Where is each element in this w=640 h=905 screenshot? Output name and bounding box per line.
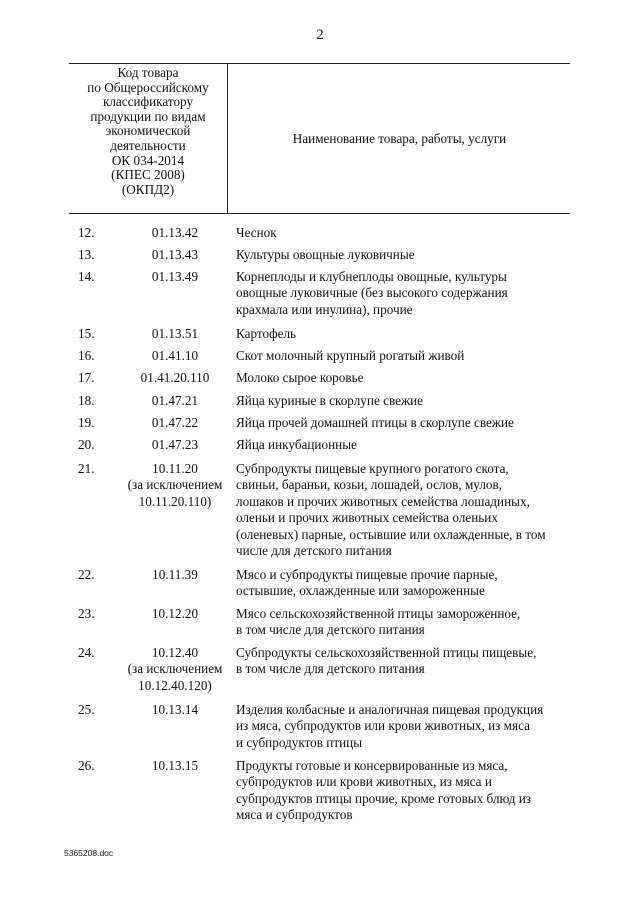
row-name — [236, 758, 576, 824]
row-name-line: Субпродукты пищевые крупного рогатого скота, — [236, 461, 509, 476]
row-code — [109, 461, 241, 510]
row-code-line: 10.11.20.110) — [138, 493, 212, 509]
row-number: 14. — [78, 269, 95, 284]
row-code — [109, 326, 241, 342]
header-code-column — [69, 64, 228, 213]
row-code — [109, 247, 241, 263]
row-number: 24. — [78, 645, 95, 660]
header-code-line: ОК 034-2014 — [111, 152, 185, 168]
row-name-line: и субпродуктов птицы — [236, 734, 363, 750]
row-name-line: крахмала или инулина), прочие — [236, 301, 413, 317]
header-code-line: деятельности — [110, 137, 186, 153]
row-name-line: из мяса, субпродуктов или крови животных, из мяса — [236, 718, 530, 734]
row-name — [236, 247, 576, 263]
header-code-line: классификатору — [102, 94, 194, 110]
row-name — [236, 415, 576, 431]
row-name-line: лошаков и прочих животных семейства лошадиных, — [236, 493, 530, 509]
row-name-line: остывшие, охлажденные или замороженные — [236, 583, 485, 599]
row-code — [109, 437, 241, 453]
row-name-line: Изделия колбасные и аналогичная пищевая продукция — [236, 702, 544, 717]
row-name-line: Скот молочный крупный рогатый живой — [236, 348, 465, 363]
row-name — [236, 393, 576, 409]
row-number: 18. — [78, 393, 95, 408]
row-code — [109, 606, 241, 622]
row-number: 13. — [78, 247, 95, 262]
table-header — [69, 63, 570, 214]
row-number: 16. — [78, 348, 95, 363]
header-name-column — [229, 64, 570, 213]
row-code-line: 10.11.20 — [152, 461, 198, 476]
row-name — [236, 437, 576, 453]
row-name-line: свиньи, бараньи, козьи, лошадей, ослов, мулов, — [236, 477, 503, 493]
row-number: 20. — [78, 437, 95, 452]
row-code-line: 10.12.40.120) — [138, 677, 212, 693]
row-code-line: 01.47.23 — [151, 437, 199, 452]
row-code-line: (за исключением — [127, 477, 223, 493]
row-name-line: (оленевых) парные, остывшие или охлажденные, в том — [236, 526, 546, 542]
header-code-line: продукции по видам — [90, 108, 206, 124]
row-name-line: Картофель — [236, 326, 297, 341]
row-name-line: Продукты готовые и консервированные из мяса, — [236, 758, 508, 773]
row-name-line: в том числе для детского питания — [236, 661, 425, 677]
row-name — [236, 269, 576, 318]
row-code — [109, 370, 241, 386]
row-name-line: Культуры овощные луковичные — [236, 247, 415, 262]
row-code-line: (за исключением — [127, 661, 223, 677]
header-code-line: по Общероссийскому — [87, 79, 209, 95]
row-code-line: 01.41.20.110 — [140, 370, 210, 385]
row-code — [109, 348, 241, 364]
row-code-line: 01.13.49 — [151, 269, 199, 284]
header-code-line: (КПЕС 2008) — [111, 167, 185, 183]
row-name-line: овощные луковичные (без высокого содержания — [236, 285, 508, 301]
header-code-line: (ОКПД2) — [121, 181, 175, 197]
row-number: 12. — [78, 225, 95, 240]
header-name-label: Наименование товара, работы, услуги — [292, 130, 507, 146]
row-number: 19. — [78, 415, 95, 430]
row-name-line: Чеснок — [236, 225, 277, 240]
row-code-line: 10.12.40 — [151, 645, 199, 660]
row-name-line: субпродуктов птицы прочие, кроме готовых блюд из — [236, 790, 531, 806]
row-code-line: 10.12.20 — [151, 606, 199, 621]
row-name — [236, 461, 576, 559]
row-number: 25. — [78, 702, 95, 717]
row-name-line: Яйца инкубационные — [236, 437, 357, 452]
row-code-line: 01.13.43 — [151, 247, 199, 262]
row-code-line: 10.13.14 — [151, 702, 199, 717]
document-filename: 5365208.doc — [64, 848, 114, 858]
row-code-line: 10.13.15 — [151, 758, 199, 773]
row-number: 21. — [78, 461, 95, 476]
row-name — [236, 567, 576, 600]
row-name-line: Яйца прочей домашней птицы в скорлупе свежие — [236, 415, 514, 430]
row-name-line: субпродуктов или крови животных, из мяса и — [236, 774, 492, 790]
row-name-line: Мясо сельскохозяйственной птицы замороженное, — [236, 606, 521, 621]
row-name — [236, 225, 576, 241]
row-name-line: мяса и субпродуктов — [236, 807, 353, 823]
row-code-line: 01.47.22 — [151, 415, 199, 430]
row-name-line: Корнеплоды и клубнеплоды овощные, культуры — [236, 269, 507, 284]
row-code — [109, 758, 241, 774]
row-code-line: 01.13.42 — [151, 225, 199, 240]
row-name — [236, 702, 576, 751]
row-number: 15. — [78, 326, 95, 341]
row-code-line: 10.11.39 — [152, 567, 198, 582]
row-name-line: в том числе для детского питания — [236, 622, 425, 638]
row-name — [236, 370, 576, 386]
row-code-line: 01.41.10 — [151, 348, 199, 363]
header-code-line: экономической — [105, 123, 191, 139]
row-number: 23. — [78, 606, 95, 621]
row-code — [109, 269, 241, 285]
row-name-line: Мясо и субпродукты пищевые прочие парные, — [236, 567, 498, 582]
row-number: 26. — [78, 758, 95, 773]
row-name-line: Субпродукты сельскохозяйственной птицы пищевые, — [236, 645, 537, 660]
header-code-line: Код товара — [117, 65, 179, 80]
row-code — [109, 702, 241, 718]
row-code — [109, 393, 241, 409]
row-name-line: оленьи и прочих животных семейства оленьих — [236, 510, 498, 526]
row-code-line: 01.13.51 — [151, 326, 199, 341]
row-code — [109, 415, 241, 431]
row-name — [236, 606, 576, 639]
row-code — [109, 567, 241, 583]
row-number: 22. — [78, 567, 95, 582]
row-code — [109, 645, 241, 694]
row-name-line: числе для детского питания — [236, 543, 392, 559]
row-name — [236, 645, 576, 678]
row-name-line: Яйца куриные в скорлупе свежие — [236, 393, 423, 408]
row-name-line: Молоко сырое коровье — [236, 370, 364, 385]
row-code — [109, 225, 241, 241]
row-name — [236, 326, 576, 342]
row-code-line: 01.47.21 — [151, 393, 199, 408]
page-number: 2 — [316, 27, 324, 43]
row-name — [236, 348, 576, 364]
row-number: 17. — [78, 370, 95, 385]
